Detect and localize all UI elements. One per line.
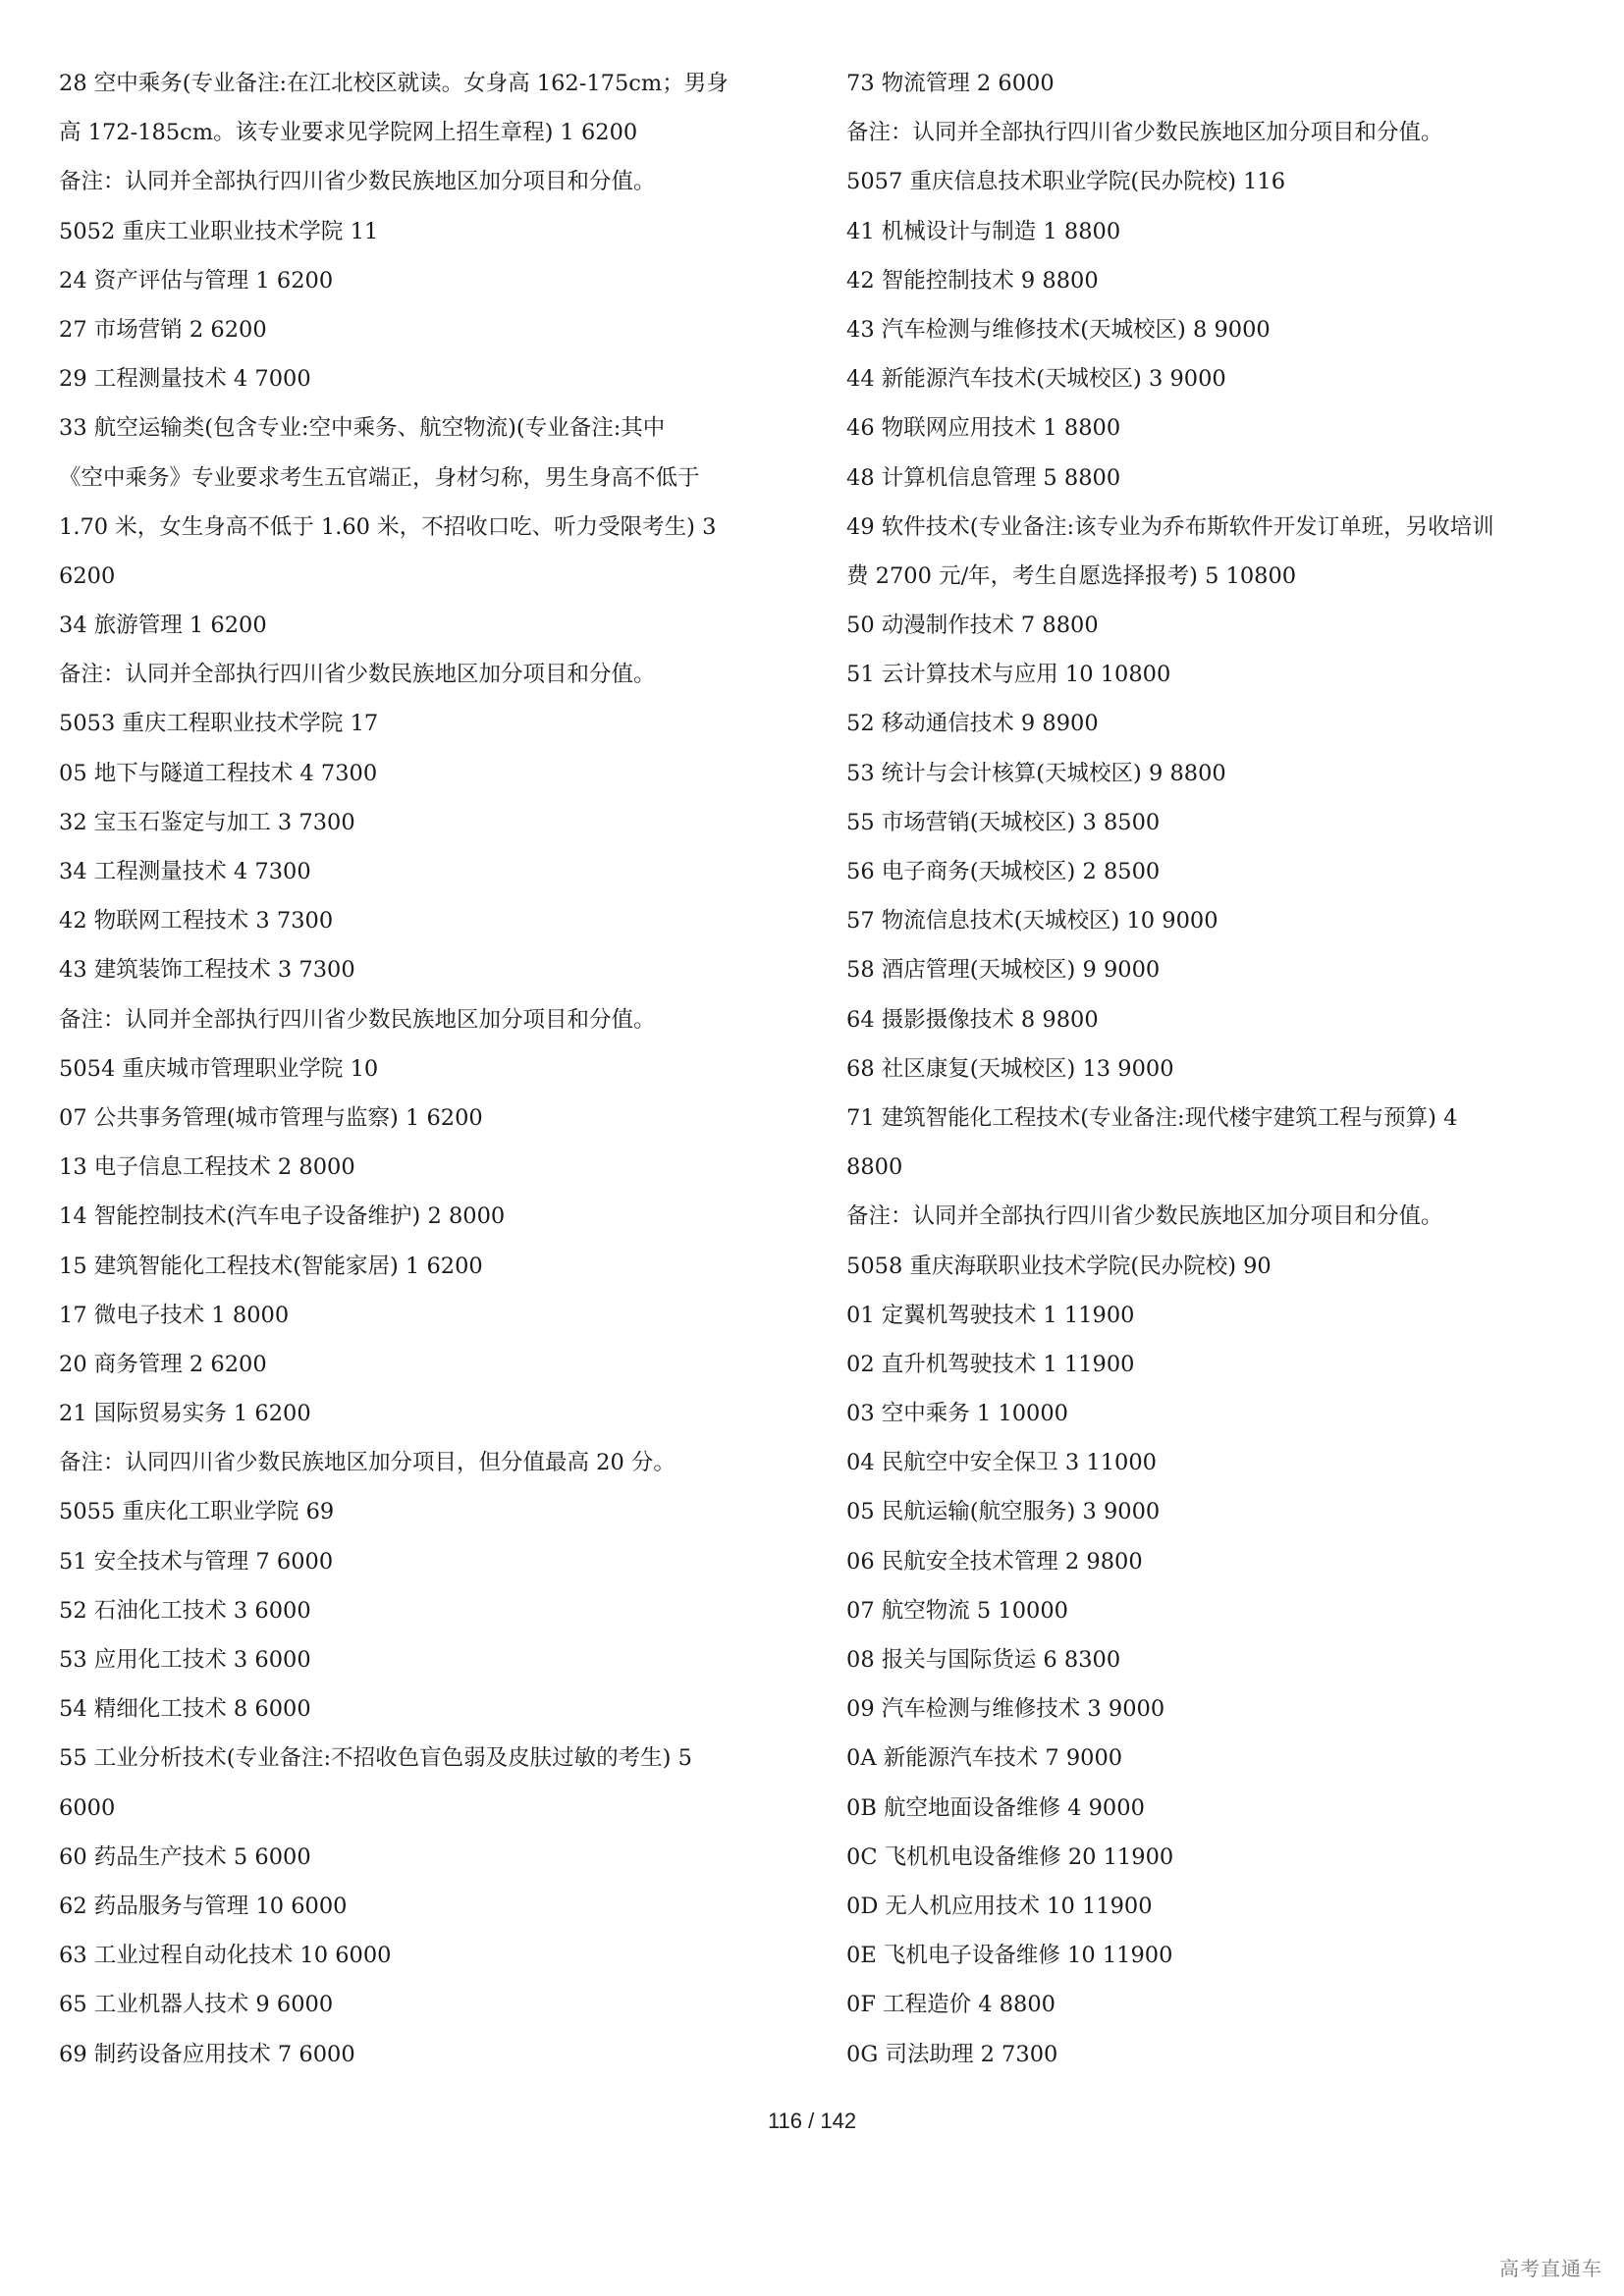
text-line: 14 智能控制技术(汽车电子设备维护) 2 8000 bbox=[59, 1203, 506, 1230]
text-line: 43 汽车检测与维修技术(天城校区) 8 9000 bbox=[846, 316, 1271, 343]
text-line: 5053 重庆工程职业技术学院 17 bbox=[59, 711, 379, 737]
text-line: 51 云计算技术与应用 10 10800 bbox=[846, 662, 1171, 688]
text-line: 5057 重庆信息技术职业学院(民办院校) 116 bbox=[846, 169, 1286, 195]
text-line: 24 资产评估与管理 1 6200 bbox=[59, 267, 334, 294]
text-line: 50 动漫制作技术 7 8800 bbox=[846, 613, 1099, 639]
text-line: 46 物联网应用技术 1 8800 bbox=[846, 415, 1121, 442]
page-number: 116 / 142 bbox=[767, 2109, 857, 2133]
text-line: 15 建筑智能化工程技术(智能家居) 1 6200 bbox=[59, 1253, 483, 1279]
text-line: 备注：认同四川省少数民族地区加分项目，但分值最高 20 分。 bbox=[59, 1450, 676, 1476]
text-line: 05 地下与隧道工程技术 4 7300 bbox=[59, 760, 378, 786]
text-line: 备注：认同并全部执行四川省少数民族地区加分项目和分值。 bbox=[846, 1203, 1443, 1230]
text-line: 01 定翼机驾驶技术 1 11900 bbox=[846, 1302, 1135, 1328]
text-line: 32 宝玉石鉴定与加工 3 7300 bbox=[59, 809, 355, 835]
text-line: 0G 司法助理 2 7300 bbox=[846, 2041, 1058, 2067]
text-line: 68 社区康复(天城校区) 13 9000 bbox=[846, 1055, 1174, 1082]
text-line: 29 工程测量技术 4 7000 bbox=[59, 366, 311, 393]
text-line: 20 商务管理 2 6200 bbox=[59, 1351, 267, 1377]
text-line: 21 国际贸易实务 1 6200 bbox=[59, 1401, 311, 1427]
text-line: 08 报关与国际货运 6 8300 bbox=[846, 1647, 1121, 1673]
text-line: 42 智能控制技术 9 8800 bbox=[846, 267, 1099, 294]
text-line: 17 微电子技术 1 8000 bbox=[59, 1302, 290, 1328]
text-line: 费 2700 元/年，考生自愿选择报考) 5 10800 bbox=[846, 562, 1297, 589]
text-line: 71 建筑智能化工程技术(专业备注:现代楼宇建筑工程与预算) 4 bbox=[846, 1104, 1458, 1131]
text-line: 8800 bbox=[846, 1154, 903, 1181]
text-line: 0D 无人机应用技术 10 11900 bbox=[846, 1893, 1153, 1919]
text-line: 03 空中乘务 1 10000 bbox=[846, 1401, 1068, 1427]
text-line: 07 公共事务管理(城市管理与监察) 1 6200 bbox=[59, 1104, 483, 1131]
right-column bbox=[846, 59, 1593, 2079]
text-line: 5058 重庆海联职业技术学院(民办院校) 90 bbox=[846, 1253, 1272, 1279]
text-line: 0E 飞机电子设备维修 10 11900 bbox=[846, 1943, 1173, 1969]
text-line: 备注：认同并全部执行四川省少数民族地区加分项目和分值。 bbox=[846, 120, 1443, 146]
text-line: 28 空中乘务(专业备注:在江北校区就读。女身高 162-175cm；男身 bbox=[59, 71, 729, 96]
text-line: 02 直升机驾驶技术 1 11900 bbox=[846, 1351, 1135, 1377]
text-line: 0B 航空地面设备维修 4 9000 bbox=[846, 1794, 1145, 1821]
text-line: 43 建筑装饰工程技术 3 7300 bbox=[59, 957, 355, 984]
text-line: 65 工业机器人技术 9 6000 bbox=[59, 1992, 334, 2018]
text-line: 69 制药设备应用技术 7 6000 bbox=[59, 2041, 355, 2067]
text-line: 34 旅游管理 1 6200 bbox=[59, 613, 267, 639]
left-column bbox=[59, 59, 795, 2079]
text-line: 5052 重庆工业职业技术学院 11 bbox=[59, 218, 379, 244]
text-line: 高 172-185cm。该专业要求见学院网上招生章程) 1 6200 bbox=[59, 120, 638, 146]
text-line: 1.70 米，女生身高不低于 1.60 米，不招收口吃、听力受限考生) 3 bbox=[59, 513, 717, 540]
text-line: 56 电子商务(天城校区) 2 8500 bbox=[846, 859, 1161, 884]
text-line: 5054 重庆城市管理职业学院 10 bbox=[59, 1055, 379, 1082]
text-line: 41 机械设计与制造 1 8800 bbox=[846, 218, 1121, 244]
text-line: 42 物联网工程技术 3 7300 bbox=[59, 908, 334, 934]
text-line: 57 物流信息技术(天城校区) 10 9000 bbox=[846, 908, 1218, 934]
text-line: 06 民航安全技术管理 2 9800 bbox=[846, 1548, 1143, 1575]
text-line: 60 药品生产技术 5 6000 bbox=[59, 1843, 311, 1870]
text-line: 52 移动通信技术 9 8900 bbox=[846, 711, 1099, 737]
text-line: 63 工业过程自动化技术 10 6000 bbox=[59, 1943, 392, 1969]
text-line: 54 精细化工技术 8 6000 bbox=[59, 1696, 311, 1723]
text-line: 05 民航运输(航空服务) 3 9000 bbox=[846, 1499, 1161, 1525]
text-line: 73 物流管理 2 6000 bbox=[846, 71, 1055, 96]
text-line: 6200 bbox=[59, 562, 116, 589]
text-line: 48 计算机信息管理 5 8800 bbox=[846, 464, 1121, 491]
text-line: 0F 工程造价 4 8800 bbox=[846, 1992, 1056, 2018]
text-line: 33 航空运输类(包含专业:空中乘务、航空物流)(专业备注:其中 bbox=[59, 415, 666, 442]
text-line: 53 应用化工技术 3 6000 bbox=[59, 1647, 311, 1673]
text-line: 51 安全技术与管理 7 6000 bbox=[59, 1548, 334, 1575]
text-line: 0A 新能源汽车技术 7 9000 bbox=[846, 1745, 1123, 1772]
text-line: 27 市场营销 2 6200 bbox=[59, 316, 267, 343]
text-line: 62 药品服务与管理 10 6000 bbox=[59, 1893, 348, 1919]
watermark: 高考直通车 bbox=[1499, 2257, 1602, 2280]
text-line: 《空中乘务》专业要求考生五官端正，身材匀称，男生身高不低于 bbox=[59, 464, 700, 491]
text-line: 0C 飞机机电设备维修 20 11900 bbox=[846, 1843, 1174, 1870]
text-line: 34 工程测量技术 4 7300 bbox=[59, 859, 311, 884]
text-line: 6000 bbox=[59, 1794, 116, 1821]
text-line: 备注：认同并全部执行四川省少数民族地区加分项目和分值。 bbox=[59, 662, 656, 688]
text-line: 备注：认同并全部执行四川省少数民族地区加分项目和分值。 bbox=[59, 1006, 656, 1033]
text-line: 53 统计与会计核算(天城校区) 9 8800 bbox=[846, 760, 1226, 786]
text-line: 58 酒店管理(天城校区) 9 9000 bbox=[846, 957, 1161, 984]
text-line: 07 航空物流 5 10000 bbox=[846, 1597, 1068, 1624]
text-line: 44 新能源汽车技术(天城校区) 3 9000 bbox=[846, 366, 1226, 393]
text-line: 13 电子信息工程技术 2 8000 bbox=[59, 1154, 355, 1181]
text-line: 04 民航空中安全保卫 3 11000 bbox=[846, 1450, 1157, 1476]
text-line: 55 市场营销(天城校区) 3 8500 bbox=[846, 809, 1161, 835]
text-line: 09 汽车检测与维修技术 3 9000 bbox=[846, 1696, 1165, 1723]
text-line: 5055 重庆化工职业学院 69 bbox=[59, 1499, 335, 1525]
text-line: 49 软件技术(专业备注:该专业为乔布斯软件开发订单班，另收培训 bbox=[846, 513, 1494, 540]
text-line: 52 石油化工技术 3 6000 bbox=[59, 1597, 311, 1624]
text-line: 64 摄影摄像技术 8 9800 bbox=[846, 1006, 1099, 1033]
text-line: 备注：认同并全部执行四川省少数民族地区加分项目和分值。 bbox=[59, 169, 656, 195]
text-line: 55 工业分析技术(专业备注:不招收色盲色弱及皮肤过敏的考生) 5 bbox=[59, 1745, 692, 1772]
